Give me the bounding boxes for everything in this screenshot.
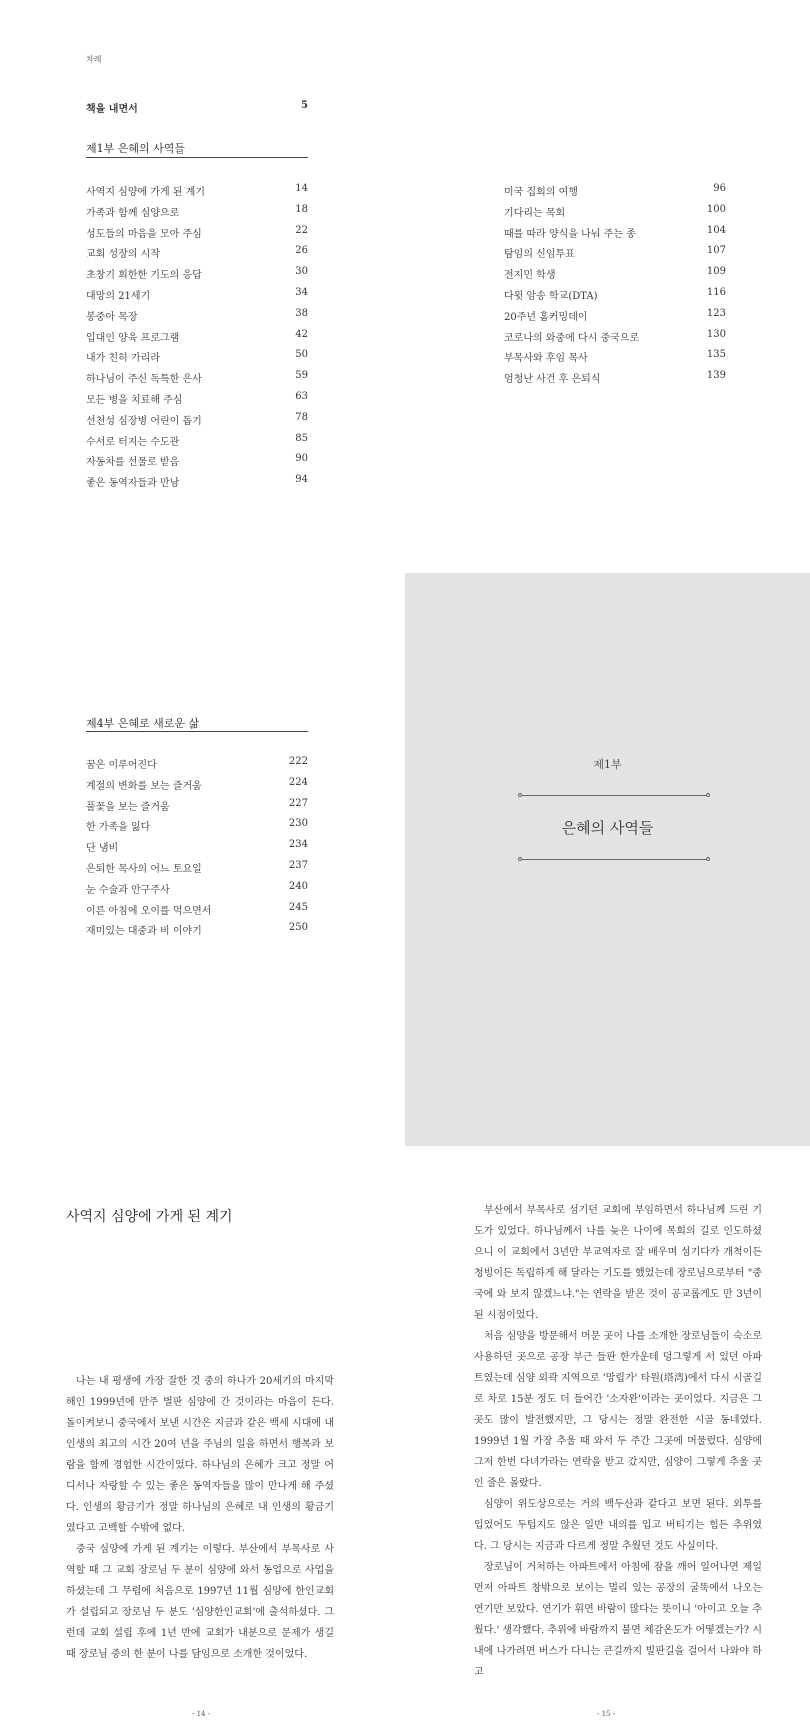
toc-entry-page: 230 <box>288 818 308 830</box>
toc-entry-title: 하나님이 주신 독특한 은사 <box>86 374 202 386</box>
toc-entry-page: 104 <box>706 224 726 236</box>
toc-entry <box>86 777 308 792</box>
toc-entry-title: 교회 성장의 시작 <box>86 249 160 261</box>
toc-entry-page: 94 <box>295 474 308 486</box>
toc-entry-page: 245 <box>288 901 308 913</box>
toc-entry <box>86 245 308 260</box>
toc-entry-page: 26 <box>295 245 308 257</box>
toc-entry-page: 63 <box>295 391 308 402</box>
toc-entry <box>86 225 308 240</box>
toc-entry <box>86 881 308 896</box>
toc-entry-title: 때를 따라 양식을 나눠 주는 종 <box>504 228 636 240</box>
toc-entry-page: 222 <box>288 756 308 767</box>
toc-entry <box>86 308 308 323</box>
page15-paragraph-2: 처음 심양을 방문해서 머문 곳이 나를 소개한 장로님들이 숙소로 사용하던 곳으로 공장 부근 들판 한가운데 덩그렇게 서 있던 아파트였는데 심양 외곽 지역으로 '망립가' 타원(塔湾)에서 다시 시골길로 차로 15분 정도 더 들어간 '소자완'이라는 곳이었다. 지금은 그곳도 많이 발전했지만, 그 당시는 정말 완전한 시골 동네였다. 1999년 1월 가장 추울 때 와서 두 주간 그곳에 머물렀다. 심양에 그저 한번 다녀가라는 연락을 받고 갔지만, 심양이 그렇게 추울 곳인 줄은 몰랐다. <box>474 1331 762 1489</box>
page15-number: - 15 - <box>597 1710 616 1718</box>
toc-entry-page: 240 <box>288 880 308 892</box>
part4-heading-rule <box>86 731 308 732</box>
toc-entry-page: 234 <box>288 839 308 851</box>
toc-entry-title: 한 가족을 잃다 <box>86 822 151 834</box>
toc-entry-title: 내가 친히 가리라 <box>86 353 160 365</box>
toc-entry-page: 18 <box>295 203 308 215</box>
toc-entry <box>86 474 308 489</box>
toc-entry-page: 90 <box>295 453 308 465</box>
toc-entry <box>504 329 726 344</box>
toc-entry-page: 123 <box>706 307 726 319</box>
toc-entry <box>86 391 308 406</box>
toc-entry <box>504 287 726 302</box>
toc-entry-title: 탐임의 신임투표 <box>504 249 575 261</box>
toc-entry-title: 은퇴한 목사의 어느 토요일 <box>86 864 202 875</box>
toc-entry-page: 96 <box>713 183 726 194</box>
toc-entry-title: 입대인 양육 프로그램 <box>86 332 180 344</box>
toc-entry-title: 성도들의 마음을 모아 주심 <box>86 228 202 240</box>
toc-entry-page: 38 <box>295 307 308 319</box>
page15-paragraph-1: 부산에서 부목사로 섬기던 교회에 부임하면서 하나님께 드린 기도가 있었다. 하나님께서 나를 늦은 나이에 목회의 길로 인도하셨으니 이 교회에서 3년만 부교역자로 잘 배우며 섬기다가 개척이든 청빙이든 독립하게 해 달라는 기도를 했었는데 장로님으로부터 "중국에 와 보지 않겠느냐."는 연락을 받은 것이 공교롭게도 만 3년이 된 시점이었다. <box>474 1205 762 1321</box>
toc-entry-page: 42 <box>295 328 308 340</box>
toc-entry-title: 좋은 동역자들과 만남 <box>86 478 180 490</box>
rule-top-right-dot <box>706 793 710 797</box>
toc-entry <box>86 329 308 344</box>
toc-entry <box>86 860 308 875</box>
toc-header: 차례 <box>86 55 102 64</box>
toc-entry <box>86 183 308 198</box>
toc-entry-title: 눈 수술과 안구주사 <box>86 884 170 896</box>
toc-entry <box>86 902 308 917</box>
toc-entry-page: 237 <box>288 860 308 871</box>
page15-paragraph-4: 장로님이 거처하는 아파트에서 아침에 잠을 깨어 일어나면 제일 먼저 아파트 창밖으로 보이는 멀리 있는 공장의 굴뚝에서 나오는 연기만 보았다. 연기가 휘면 바람이 많다는 뜻이니 '아이고 오늘 추웠다.' 생각했다. 추위에 바람까지 불면 체감온도가 어떻겠는가? 시내에 나가려면 버스가 다니는 큰길까지 빌판길을 걸어서 나와야 하고 <box>474 1562 762 1678</box>
rule-top-left-dot <box>518 793 522 797</box>
toc-entry <box>504 349 726 364</box>
toc-entry-page: 59 <box>295 370 308 382</box>
toc-entry-page: 30 <box>295 266 308 278</box>
toc-entry <box>504 308 726 323</box>
toc-entry-page: 130 <box>706 328 726 340</box>
toc-entry-title: 전지민 학생 <box>504 270 556 282</box>
toc-intro-title: 책을 내면서 <box>86 104 138 115</box>
toc-entry-title: 모든 병을 치료해 주심 <box>86 395 183 406</box>
toc-entry <box>504 183 726 198</box>
toc-entry <box>86 922 308 937</box>
toc-entry-title: 다윗 암송 학교(DTA) <box>504 291 598 302</box>
toc-entry-title: 20주년 홈커밍데이 <box>504 311 588 323</box>
toc-intro-entry <box>86 100 308 115</box>
toc-entry <box>504 204 726 219</box>
toc-entry-page: 34 <box>295 287 308 298</box>
toc-entry-title: 코로나의 와중에 다시 중국으로 <box>504 332 640 344</box>
toc-entry <box>86 453 308 468</box>
page14-body <box>66 1371 334 1665</box>
toc-entry <box>504 245 726 260</box>
toc-entry-title: 수서로 터지는 수도관 <box>86 436 180 448</box>
toc-entry-title: 자동차를 선물로 받음 <box>86 457 180 469</box>
toc-entry-title: 풀꽃을 보는 즐거움 <box>86 801 170 813</box>
part-title-rule-top <box>522 795 708 796</box>
toc-entry-page: 78 <box>295 411 308 423</box>
page14-paragraph-2: 중국 심양에 가게 된 계기는 이렇다. 부산에서 부목사로 사역할 때 그 교회 장로님 두 분이 심양에 와서 동업으로 사업을 하셨는데 그 무렵에 처음으로 1997년 11월 심양에 한인교회가 설립되고 장로님 두 분도 '심양한인교회'에 출석하셨다. 그런데 교회 설립 후에 1년 반에 교회가 내분으로 문제가 생길 때 장로님 중의 한 분이 나를 담임으로 소개한 것이었다. <box>66 1544 334 1660</box>
page14-paragraph-1: 나는 내 평생에 가장 잘한 것 중의 하나가 20세기의 마지막 해인 1999년에 만주 벌판 심양에 간 것이라는 마음이 든다. 돌이켜보니 중국에서 보낸 시간은 지금과 같은 백세 시대에 내 인생의 최고의 시간 20여 년을 주님의 일을 하면서 행복과 보람을 함께 경험한 시간이었다. 하나님의 은혜가 크고 정말 어디서나 자랑할 수 있는 좋은 동역자들을 많이 만나게 해 주셨다. 인생의 황금기가 정말 하나님의 은혜로 내 인생의 황금기였다고 고백할 수밖에 없다. <box>66 1376 334 1534</box>
toc-entry <box>86 349 308 364</box>
part4-heading: 제4부 은혜로 새로운 삶 <box>86 717 200 730</box>
toc-entry-title: 부목사와 후임 목사 <box>504 353 588 365</box>
toc-entry-title: 기다리는 목회 <box>504 207 566 219</box>
toc-entry-title: 선천성 심장병 어린이 돕기 <box>86 415 202 427</box>
toc-entry-title: 재미있는 대중과 비 이야기 <box>86 926 202 938</box>
rule-bottom-right-dot <box>706 857 710 861</box>
toc-entry-page: 14 <box>295 183 308 194</box>
toc-entry-page: 250 <box>288 922 308 934</box>
toc-entry <box>86 204 308 219</box>
toc-entry <box>504 266 726 281</box>
toc-entry-page: 109 <box>706 266 726 278</box>
toc-entry-page: 139 <box>706 370 726 382</box>
part-title-label: 제1부 <box>593 758 622 771</box>
rule-bottom-left-dot <box>518 857 522 861</box>
toc-entry-page: 85 <box>295 432 308 444</box>
toc-entry <box>86 756 308 771</box>
toc-entry-title: 이른 아침에 오이를 먹으면서 <box>86 905 212 917</box>
toc-entry <box>86 818 308 833</box>
part-title-heading: 은혜의 사역들 <box>561 819 654 837</box>
toc-entry <box>86 287 308 302</box>
toc-intro-page: 5 <box>301 100 308 111</box>
toc-entry-title: 엄청난 사건 후 은퇴식 <box>504 374 601 386</box>
toc-entry <box>504 225 726 240</box>
toc-entry-page: 100 <box>706 203 726 215</box>
toc-entry-title: 미국 집회의 여행 <box>504 187 578 198</box>
toc-entry-title: 단 냄비 <box>86 843 119 855</box>
toc-entry-title: 초창기 회한한 기도의 응답 <box>86 270 202 282</box>
toc-entry <box>504 370 726 385</box>
toc-entry-page: 227 <box>288 797 308 809</box>
toc-entry-title: 꿈은 이루어진다 <box>86 760 157 771</box>
toc-entry <box>86 839 308 854</box>
toc-entry-title: 사역지 심양에 가게 된 계기 <box>86 187 205 198</box>
toc-entry-title: 가족과 함께 심양으로 <box>86 207 180 219</box>
page15-paragraph-3: 심양이 위도상으로는 거의 백두산과 같다고 보면 된다. 외투를 입었어도 두텁지도 않은 일반 내의를 입고 버티기는 힘든 추위였다. 그 당시는 지금과 다르게 정말 추웠던 것도 사실이다. <box>474 1499 762 1552</box>
part1-heading: 제1부 은혜의 사역들 <box>86 142 185 155</box>
toc-entry-page: 135 <box>706 349 726 361</box>
toc-entry-page: 22 <box>295 224 308 236</box>
toc-entry-page: 116 <box>706 287 726 298</box>
part-title-rule-bottom <box>522 859 708 860</box>
toc-entry <box>86 266 308 281</box>
toc-entry-title: 봉중아 목장 <box>86 311 138 323</box>
toc-entry-title: 대망의 21세기 <box>86 291 151 302</box>
toc-entry-page: 50 <box>295 349 308 361</box>
toc-entry <box>86 412 308 427</box>
chapter-title: 사역지 심양에 가게 된 계기 <box>66 1209 233 1225</box>
toc-entry-page: 224 <box>288 776 308 788</box>
toc-entry <box>86 433 308 448</box>
toc-entry-page: 107 <box>706 245 726 257</box>
toc-entry-title: 계절의 변화를 보는 즐거움 <box>86 780 202 792</box>
page15-body <box>474 1200 762 1683</box>
toc-entry <box>86 370 308 385</box>
part1-heading-rule <box>86 157 308 158</box>
toc-entry <box>86 798 308 813</box>
page14-number: - 14 - <box>192 1710 211 1718</box>
